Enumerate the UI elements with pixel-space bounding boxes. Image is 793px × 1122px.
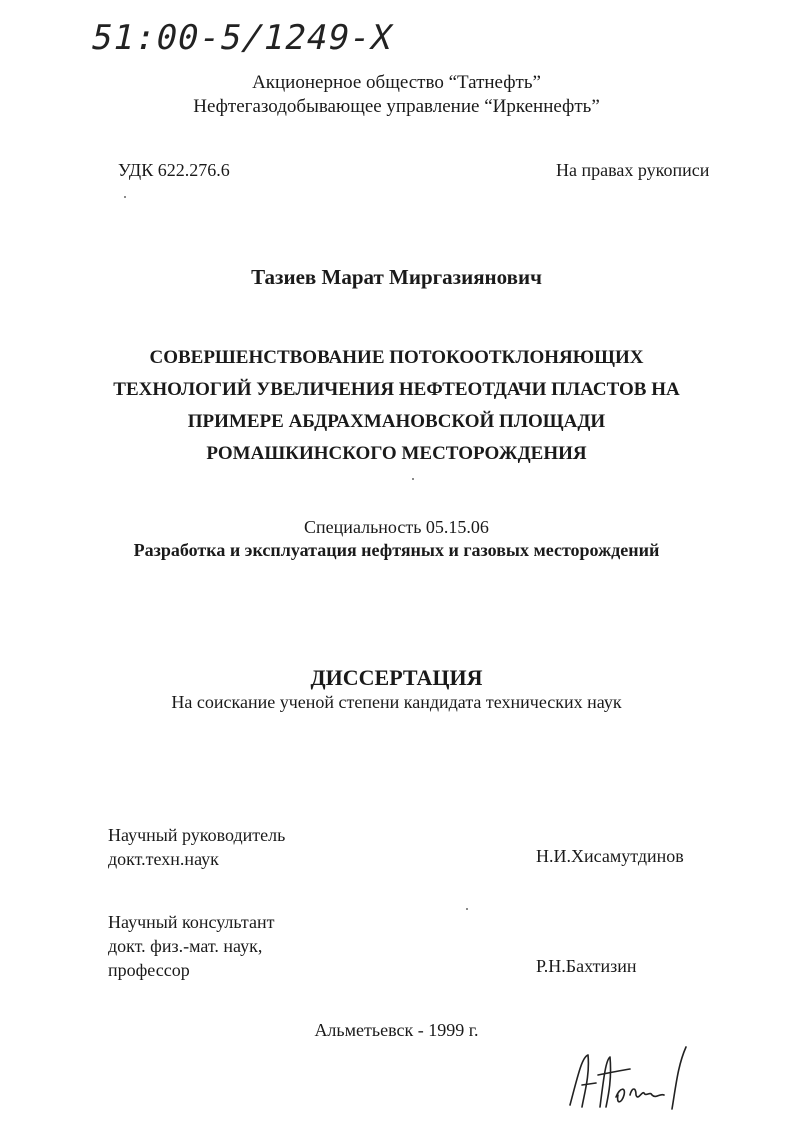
archive-number: 51:00-5/1249-X [87, 18, 397, 58]
title-line: ПРИМЕРЕ АБДРАХМАНОВСКОЙ ПЛОЩАДИ [187, 411, 606, 432]
place-and-year: Альметьевск - 1999 г. [314, 1020, 479, 1040]
signature [560, 1035, 700, 1115]
supervisor-block [108, 823, 285, 871]
scan-speck [412, 478, 414, 480]
document-type-heading: ДИССЕРТАЦИЯ [310, 665, 483, 690]
organization-name: Акционерное общество “Татнефть” [252, 72, 541, 93]
scan-speck [466, 908, 468, 910]
consultant-title: профессор [108, 960, 190, 980]
specialty-name: Разработка и эксплуатация нефтяных и газовых месторождений [133, 540, 660, 560]
title-line: ТЕХНОЛОГИЙ УВЕЛИЧЕНИЯ НЕФТЕОТДАЧИ ПЛАСТОВ НА [113, 379, 680, 400]
specialty-code: Специальность 05.15.06 [304, 517, 489, 537]
scan-speck [124, 196, 126, 198]
supervisor-degree: докт.техн.наук [108, 849, 219, 869]
consultant-block [108, 910, 275, 982]
organization-division: Нефтегазодобывающее управление “Иркеннефть” [193, 96, 600, 117]
title-line: РОМАШКИНСКОГО МЕСТОРОЖДЕНИЯ [206, 443, 587, 464]
consultant-degree: докт. физ.-мат. наук, [108, 936, 263, 956]
udk-code: УДК 622.276.6 [118, 160, 230, 180]
rights-note: На правах рукописи [556, 160, 710, 180]
consultant-name: Р.Н.Бахтизин [536, 956, 637, 976]
supervisor-role: Научный руководитель [108, 825, 286, 845]
title-line: СОВЕРШЕНСТВОВАНИЕ ПОТОКООТКЛОНЯЮЩИХ [149, 347, 644, 368]
degree-subtitle: На соискание ученой степени кандидата технических наук [171, 692, 622, 712]
supervisor-name: Н.И.Хисамутдинов [536, 846, 684, 866]
consultant-role: Научный консультант [108, 912, 275, 932]
author-name: Тазиев Марат Миргазиянович [251, 265, 542, 289]
